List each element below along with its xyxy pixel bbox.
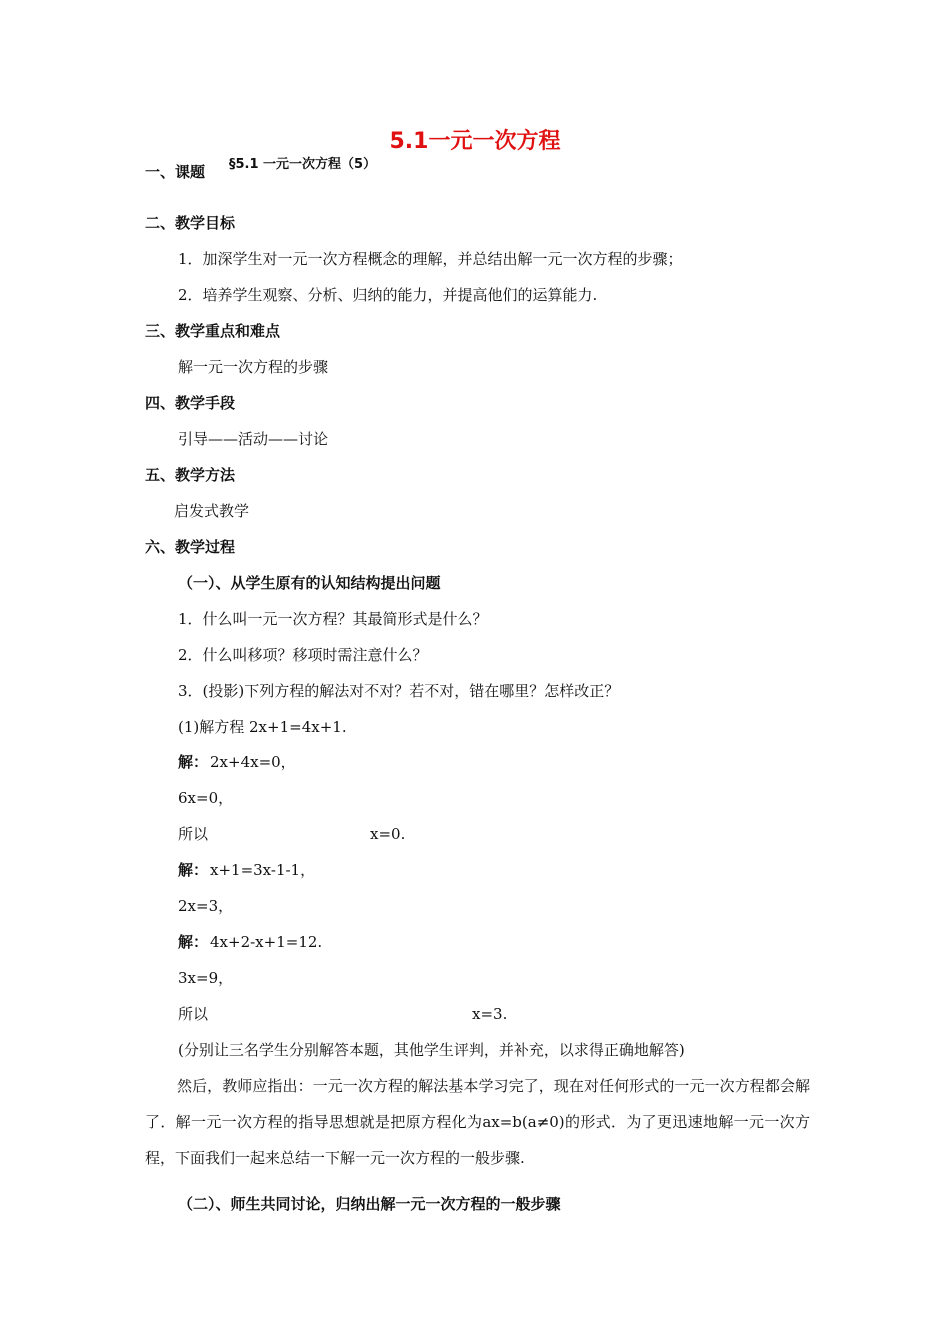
document-title: 5.1一元一次方程: [389, 129, 561, 154]
solution-1-step-2: 6x=0，: [178, 789, 234, 807]
solution-1-label: 解：: [178, 753, 209, 771]
solution-3-step-2: 3x=9，: [178, 969, 234, 987]
lesson-topic: §5.1 一元一次方程（5）: [229, 157, 377, 172]
solution-3-step-1: 4x+2-x+1=12.: [210, 933, 323, 951]
teacher-note: (分别让三名学生分别解答本题，其他学生评判，并补充，以求得正确地解答): [178, 1041, 685, 1059]
section-5-heading: 五、教学方法: [145, 466, 236, 484]
solution-3-therefore: 所以: [178, 1005, 209, 1023]
solution-3-label: 解：: [178, 933, 209, 951]
solution-1-therefore: 所以: [178, 825, 209, 843]
question-1: 1．什么叫一元一次方程？其最简形式是什么？: [178, 610, 488, 628]
section-4-heading: 四、教学手段: [145, 394, 236, 412]
section-3-heading: 三、教学重点和难点: [145, 322, 281, 340]
section-1-heading: 一、课题: [145, 163, 206, 181]
key-points-text: 解一元一次方程的步骤: [178, 358, 329, 376]
solution-1-step-1: 2x+4x=0，: [210, 753, 296, 771]
objective-1: 1．加深学生对一元一次方程概念的理解，并总结出解一元一次方程的步骤；: [178, 250, 683, 268]
solution-3-result: x=3.: [472, 1005, 508, 1023]
solution-2-step-1: x+1=3x-1-1，: [210, 861, 316, 879]
objective-2: 2．培养学生观察、分析、归纳的能力，并提高他们的运算能力.: [178, 286, 598, 304]
equation-prompt: (1)解方程 2x+1=4x+1.: [178, 718, 347, 736]
teaching-means-text: 引导——活动——讨论: [178, 430, 329, 448]
question-2: 2．什么叫移项？移项时需注意什么？: [178, 646, 428, 664]
solution-2-label: 解：: [178, 861, 209, 879]
solution-2-step-2: 2x=3，: [178, 897, 234, 915]
question-3: 3．(投影)下列方程的解法对不对？若不对，错在哪里？怎样改正？: [178, 682, 620, 700]
solution-1-result: x=0.: [370, 825, 406, 843]
teaching-method-text: 启发式教学: [174, 502, 250, 520]
section-6-heading: 六、教学过程: [145, 538, 236, 556]
process-part-2-heading: （二）、师生共同讨论，归纳出解一元一次方程的一般步骤: [178, 1195, 561, 1213]
section-2-heading: 二、教学目标: [145, 214, 236, 232]
process-part-1-heading: （一）、从学生原有的认知结构提出问题: [178, 574, 441, 592]
summary-paragraph: 然后，教师应指出：一元一次方程的解法基本学习完了，现在对任何形式的一元一次方程都会解了．解一元一次方程的指导思想就是把原方程化为ax=b(a≠0)的形式．为了更迅速地解一元一次方程，下面我们一起来总结一下解一元一次方程的一般步骤.: [145, 1077, 810, 1167]
